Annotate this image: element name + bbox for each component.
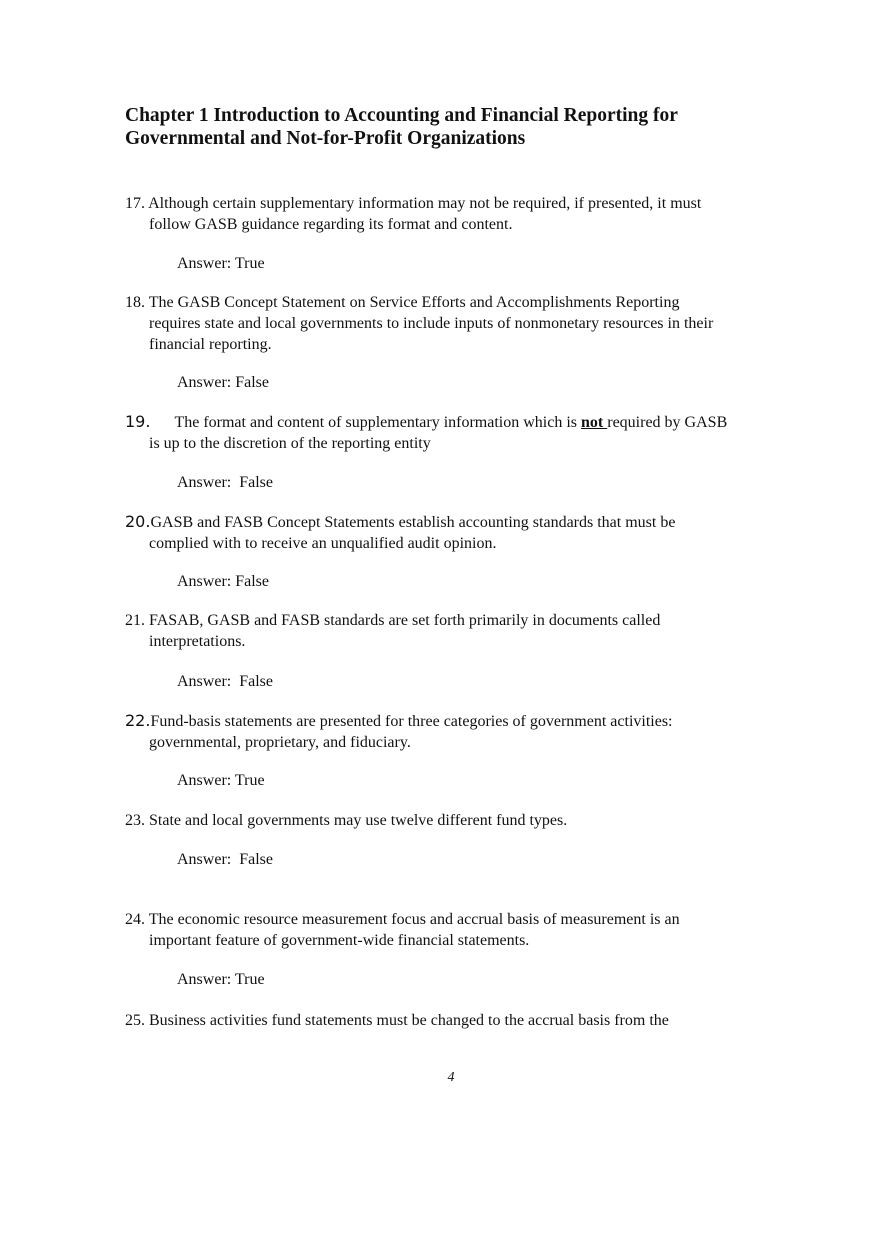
answer-19: Answer: False [177, 474, 273, 491]
answer-18: Answer: False [177, 374, 269, 391]
question-number: 23. [125, 812, 145, 829]
question-number: 17. [125, 195, 145, 212]
question-text: The economic resource measurement focus and accrual basis of measurement is an [148, 911, 680, 928]
answer-21: Answer: False [177, 673, 273, 690]
answer-23: Answer: False [177, 851, 273, 868]
question-text-cont: interpretations. [149, 633, 246, 650]
question-number: 20. [125, 512, 151, 531]
question-text-cont: follow GASB guidance regarding its format and content. [149, 216, 513, 233]
question-text: State and local governments may use twelve different fund types. [149, 812, 568, 829]
question-22 [125, 710, 785, 753]
answer-22: Answer: True [177, 772, 265, 789]
question-19 [125, 411, 785, 454]
question-text: The GASB Concept Statement on Service Efforts and Accomplishments Reporting [148, 294, 680, 311]
question-24 [125, 909, 785, 951]
title-line-1: Chapter 1 Introduction to Accounting and Financial Reporting for [125, 105, 678, 126]
question-text-cont: important feature of government-wide financial statements. [149, 932, 530, 949]
page-number: 4 [447, 1070, 455, 1085]
question-text-cont: governmental, proprietary, and fiduciary. [149, 734, 411, 751]
question-21 [125, 610, 785, 652]
question-23 [125, 810, 785, 831]
question-number: 21. [125, 612, 145, 629]
question-text: The format and content of supplementary information which is [174, 414, 582, 431]
question-number: 18. [125, 294, 145, 311]
emphasis-not: not [581, 414, 608, 431]
question-number: 25. [125, 1012, 145, 1029]
answer-24: Answer: True [177, 971, 265, 988]
question-20 [125, 511, 785, 554]
question-text: Although certain supplementary information may not be required, if presented, it must [148, 195, 702, 212]
question-25 [125, 1010, 785, 1031]
question-17 [125, 193, 785, 235]
question-text-cont: requires state and local governments to include inputs of nonmonetary resources in their [149, 315, 714, 332]
question-text-cont: financial reporting. [149, 336, 272, 353]
question-text-cont: is up to the discretion of the reporting entity [149, 435, 431, 452]
title-line-2: Governmental and Not-for-Profit Organizations [125, 128, 526, 149]
question-text-end: required by GASB [607, 414, 728, 431]
question-text: Business activities fund statements must be changed to the accrual basis from the [149, 1012, 669, 1029]
question-text-cont: complied with to receive an unqualified audit opinion. [149, 535, 497, 552]
answer-17: Answer: True [177, 255, 265, 272]
answer-20: Answer: False [177, 573, 269, 590]
question-text: FASAB, GASB and FASB standards are set forth primarily in documents called [149, 612, 661, 629]
page-title [125, 104, 805, 150]
question-number: 19. [125, 412, 151, 431]
question-number: 24. [125, 911, 145, 928]
question-text: Fund-basis statements are presented for three categories of government activities: [150, 713, 673, 730]
question-number: 22. [125, 711, 151, 730]
question-18 [125, 292, 785, 355]
question-text: GASB and FASB Concept Statements establish accounting standards that must be [150, 514, 676, 531]
